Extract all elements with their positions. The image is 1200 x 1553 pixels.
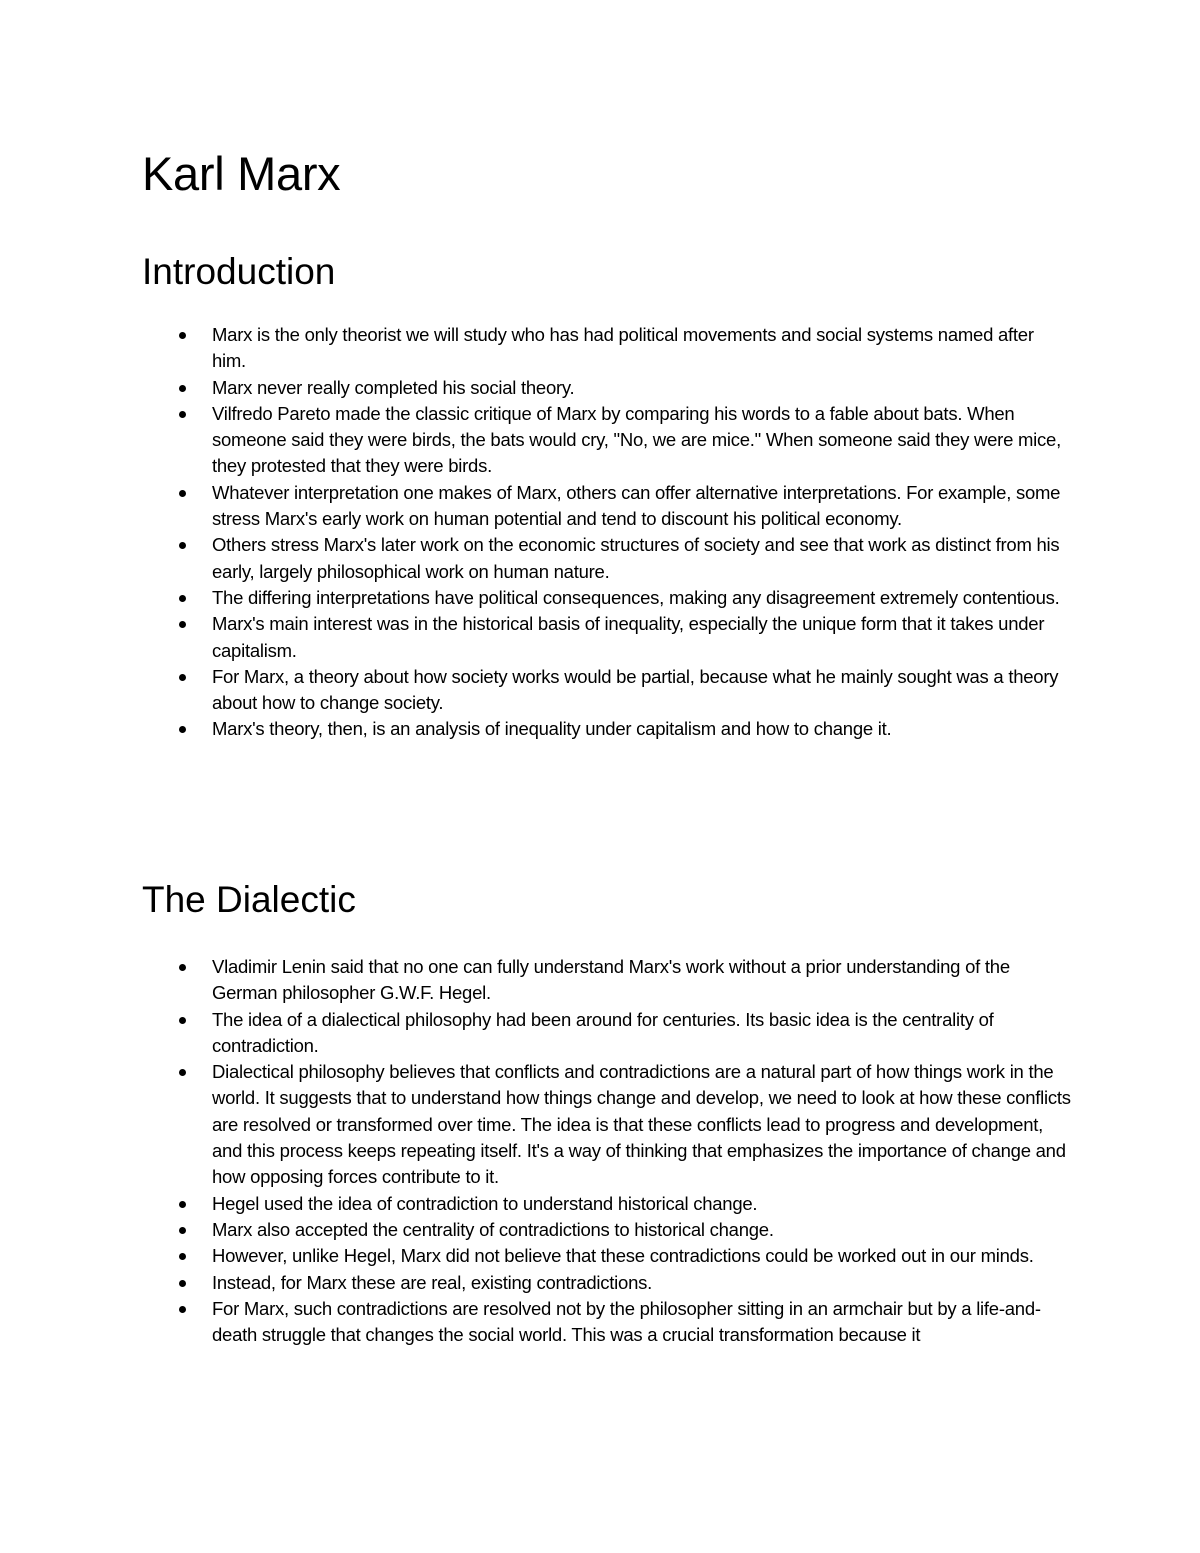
- bullet-icon: [179, 1069, 186, 1076]
- list-item: [142, 1007, 1072, 1060]
- bullet-icon: [179, 1201, 186, 1208]
- list-item: [142, 1270, 1072, 1296]
- list-item-text: Marx's main interest was in the historical basis of inequality, especially the unique form that it takes under capitalism.: [212, 613, 1045, 661]
- list-item-text: Vladimir Lenin said that no one can fully understand Marx's work without a prior understanding of the German philosopher G.W.F. Hegel.: [212, 956, 1010, 1004]
- list-item-text: For Marx, a theory about how society works would be partial, because what he mainly sought was a theory about how to change society.: [212, 665, 1059, 714]
- bullet-icon: [179, 964, 186, 971]
- list-item: [142, 954, 1072, 1007]
- bullet-icon: [179, 621, 186, 628]
- bullet-icon: [179, 674, 186, 681]
- list-item-text: Instead, for Marx these are real, existing contradictions.: [212, 1271, 652, 1293]
- list-item: [142, 532, 1072, 585]
- bullet-icon: [179, 542, 186, 549]
- bullet-icon: [179, 332, 186, 339]
- list-item-text: Marx is the only theorist we will study who has had political movements and social systems named after him.: [212, 324, 1034, 372]
- introduction-bullet-list: [142, 322, 1072, 743]
- bullet-icon: [179, 490, 186, 497]
- section-heading-introduction: Introduction: [142, 251, 336, 292]
- bullet-icon: [179, 726, 186, 733]
- list-item-text: The differing interpretations have political consequences, making any disagreement extremely contentious.: [212, 586, 1060, 608]
- list-item-text: Dialectical philosophy believes that conflicts and contradictions are a natural part of how things work in the world. It suggests that to understand how things change and develop, we need to look at how these conflicts are resolved or transformed over time. The idea is that these conflicts lead to progress and development, and this process keeps repeating itself. It's a way of thinking that emphasizes the importance of change and how opposing forces contribute to it.: [212, 1061, 1071, 1188]
- list-item: [142, 664, 1072, 717]
- list-item: [142, 611, 1072, 664]
- bullet-icon: [179, 1227, 186, 1234]
- list-item-text: Marx's theory, then, is an analysis of inequality under capitalism and how to change it.: [212, 718, 892, 740]
- list-item-text: Vilfredo Pareto made the classic critique of Marx by comparing his words to a fable about bats. When someone said they were birds, the bats would cry, "No, we are mice." When someone said they were mice, they protested that they were birds.: [212, 402, 1061, 477]
- list-item: [142, 1059, 1072, 1190]
- list-item-text: Marx never really completed his social theory.: [212, 376, 575, 398]
- list-item: [142, 1191, 1072, 1217]
- list-item-text: Others stress Marx's later work on the economic structures of society and see that work as distinct from his early, largely philosophical work on human nature.: [212, 534, 1060, 582]
- list-item-text: Whatever interpretation one makes of Marx, others can offer alternative interpretations. For example, some stress Marx's early work on human potential and tend to discount his political economy.: [212, 481, 1061, 530]
- bullet-icon: [179, 1280, 186, 1287]
- section-heading-the-dialectic: The Dialectic: [142, 879, 356, 920]
- list-item-text: However, unlike Hegel, Marx did not believe that these contradictions could be worked out in our minds.: [212, 1245, 1034, 1267]
- bullet-icon: [179, 411, 186, 418]
- list-item: [142, 1243, 1072, 1269]
- list-item-text: Hegel used the idea of contradiction to understand historical change.: [212, 1192, 758, 1214]
- list-item: [142, 322, 1072, 375]
- list-item: [142, 716, 1072, 742]
- bullet-icon: [179, 1253, 186, 1260]
- document-title: Karl Marx: [142, 147, 341, 200]
- bullet-icon: [179, 595, 186, 602]
- list-item: [142, 1217, 1072, 1243]
- list-item-text: For Marx, such contradictions are resolved not by the philosopher sitting in an armchair but by a life-and-death struggle that changes the social world. This was a crucial transformation because it: [212, 1297, 1041, 1346]
- bullet-icon: [179, 1017, 186, 1024]
- list-item: [142, 480, 1072, 533]
- list-item: [142, 1296, 1072, 1349]
- list-item: [142, 585, 1072, 611]
- list-item: [142, 401, 1072, 480]
- list-item-text: Marx also accepted the centrality of contradictions to historical change.: [212, 1218, 774, 1240]
- bullet-icon: [179, 1306, 186, 1313]
- list-item: [142, 375, 1072, 401]
- dialectic-bullet-list: [142, 954, 1072, 1348]
- bullet-icon: [179, 385, 186, 392]
- list-item-text: The idea of a dialectical philosophy had been around for centuries. Its basic idea is the centrality of contradiction.: [212, 1008, 994, 1056]
